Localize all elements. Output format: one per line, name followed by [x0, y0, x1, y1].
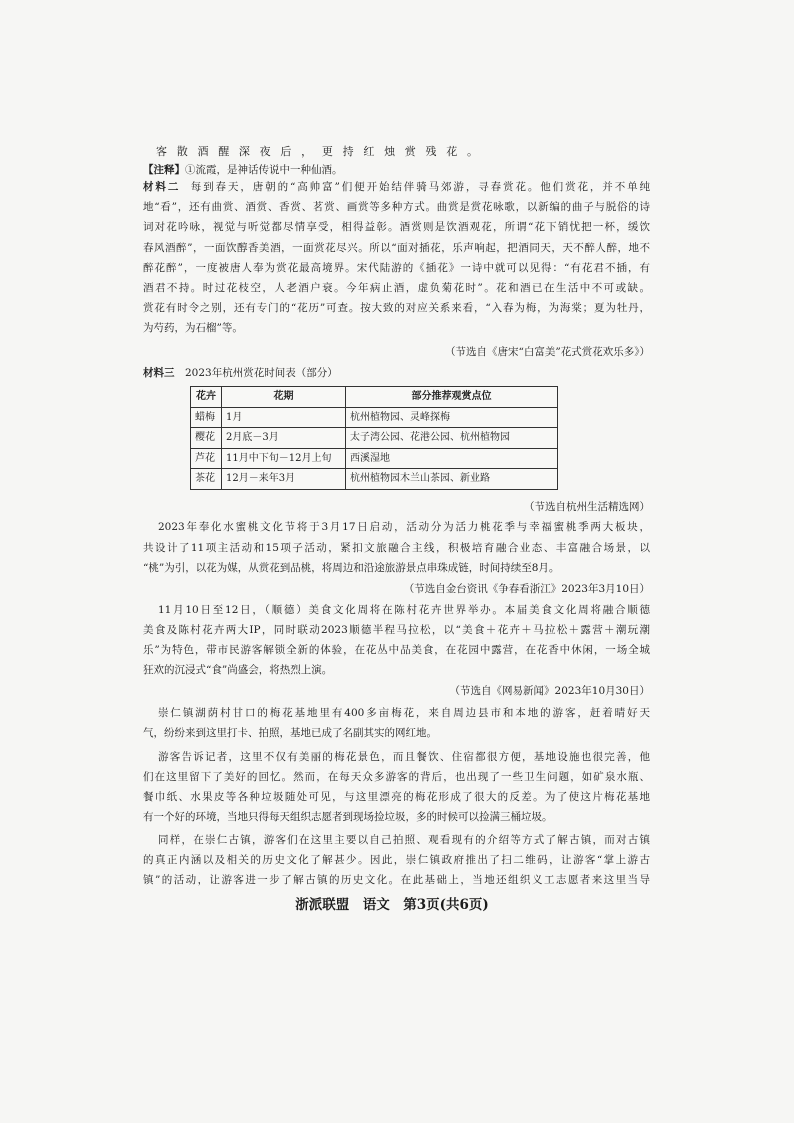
source-citation: （节选自《唐宋“白富美”花式赏花欢乐多》） — [445, 346, 650, 358]
chongren-paragraph-1 — [143, 703, 650, 743]
table-cell: 1月 — [222, 407, 346, 428]
table-cell: 樱花 — [191, 428, 222, 449]
text-line-content: 每到春天，唐朝的“高帅富”们便开始结伴骑马郊游，寻春赏花。他们赏花，并不单纯 — [190, 181, 651, 193]
flower-schedule-table — [190, 386, 558, 490]
text-line: 词对花吟咏，视觉与听觉都尽情享受，相得益彰。酒赏则是饮酒观花，所谓“花下销忧把一杯，缓饮 — [143, 221, 650, 234]
material-2-label: 材料二 — [143, 181, 181, 193]
text-line: 地“看”，还有曲赏、酒赏、香赏、茗赏、画赏等多种方式。曲赏是赏花咏歌，以新编的曲子与脱俗的诗 — [143, 201, 650, 214]
table-cell: 茶花 — [191, 469, 222, 490]
text-line: 狂欢的沉浸式“食”尚盛会，将热烈上演。 — [143, 664, 333, 676]
fenghua-paragraph — [143, 517, 650, 579]
text-line: 共设计了11项主活动和15项子活动，紧扣文旅融合主线，积极培育融合业态、丰富融合场景，以 — [143, 541, 650, 554]
chongren-paragraph-2 — [143, 747, 650, 827]
table-row — [191, 407, 558, 428]
table-cell: 西溪湿地 — [346, 448, 558, 469]
table-cell: 12月－来年3月 — [222, 469, 346, 490]
text-line: 乐”为特色，带市民游客解锁全新的体验，在花丛中品美食，在花园中露营，在花香中休闲，一场全城 — [143, 644, 650, 656]
table-title: 2023年杭州赏花时间表（部分） — [185, 367, 338, 379]
table-header-row — [191, 387, 558, 408]
text-line: 酒君不持。时过花枝空，人老酒户衰。今年病止酒，虚负菊花时”。花和酒已在生活中不可或缺。 — [143, 281, 650, 294]
text-line — [143, 177, 650, 197]
chongren-paragraph-3 — [143, 830, 650, 890]
table-cell: 杭州植物园木兰山茶园、新业路 — [346, 469, 558, 490]
poem-line: 客散酒醒深夜后，更持红烛赏残花。 — [156, 145, 478, 158]
text-line: 崇仁镇湖荫村甘口的梅花基地里有400多亩梅花，来自周边县市和本地的游客，赶着晴好天 — [158, 707, 650, 719]
table-cell: 11月中下旬－12月上旬 — [222, 448, 346, 469]
text-line: 们在这里留下了美好的回忆。然而，在每天众多游客的背后，也出现了一些卫生问题，如矿泉水瓶、 — [143, 771, 650, 783]
text-line: 赏花有时令之别，还有专门的“花历”可查。按大致的对应关系来看，“入春为梅，为海棠；夏为牡丹， — [143, 302, 650, 315]
annotation-label: 【注释】 — [143, 164, 185, 176]
source-citation: （节选自金台资讯《争春看浙江》2023年3月10日） — [403, 583, 650, 595]
table-cell: 蜡梅 — [191, 407, 222, 428]
source-citation: （节选自《网易新闻》2023年10月30日） — [449, 685, 650, 697]
text-line: 11月10日至12日，（顺德）美食文化周将在陈村花卉世界举办。本届美食文化周将融合顺德 — [158, 604, 650, 616]
page-footer: 浙派联盟 语文 第3页(共6页) — [295, 897, 489, 913]
table-header-cell: 花卉 — [191, 387, 222, 408]
table-header-cell: 部分推荐观赏点位 — [346, 387, 558, 408]
table-cell: 2月底－3月 — [222, 428, 346, 449]
table-header-cell: 花期 — [222, 387, 346, 408]
annotation-text: ①流霞，是神话传说中一种仙酒。 — [185, 164, 343, 176]
text-line: 为芍药，为石榴”等。 — [143, 322, 243, 335]
shunde-paragraph — [143, 600, 650, 680]
text-line: 的真正内涵以及相关的历史文化了解甚少。因此，崇仁镇政府推出了扫二维码，让游客“掌上游古 — [143, 854, 650, 866]
text-line: 游客告诉记者，这里不仅有美丽的梅花景色，而且餐饮、住宿都很方便，基地设施也很完善，他 — [158, 751, 650, 763]
source-citation: （节选自杭州生活精选网） — [524, 501, 650, 513]
text-line: 同样，在崇仁古镇，游客们在这里主要以自己拍照、观看现有的介绍等方式了解古镇，而对古镇 — [158, 834, 650, 846]
text-line: 有一个好的环境，当地只得每天组织志愿者到现场捡垃圾，多的时候可以捡满三桶垃圾。 — [143, 811, 553, 823]
table-row — [191, 428, 558, 449]
material-3-label: 材料三 — [143, 367, 175, 379]
text-line: 2023年奉化水蜜桃文化节将于3月17日启动，活动分为活力桃花季与幸福蜜桃季两大板块， — [158, 521, 650, 533]
text-line: 餐巾纸、水果皮等各种垃圾随处可见，与这里漂亮的梅花形成了很大的反差。为了使这片梅花基地 — [143, 791, 650, 803]
table-row — [191, 469, 558, 490]
table-cell: 杭州植物园、灵峰探梅 — [346, 407, 558, 428]
text-line: 美食及陈村花卉两大IP，同时联动2023顺德半程马拉松，以“美食＋花卉＋马拉松＋露营＋潮玩潮 — [143, 624, 650, 636]
table-row — [191, 448, 558, 469]
text-line: 气，纷纷来到这里打卡、拍照，基地已成了名副其实的网红地。 — [143, 727, 437, 739]
text-line: 醉花醉”，一度被唐人奉为赏花最高境界。宋代陆游的《插花》一诗中就可以见得：“有花君不插，有 — [143, 261, 650, 274]
material-2-block — [143, 177, 650, 339]
material-3-title — [143, 363, 338, 383]
table-cell: 太子湾公园、花港公园、杭州植物园 — [346, 428, 558, 449]
text-line: 春风酒醉”，一面饮醇香美酒，一面赏花尽兴。所以“面对插花，乐声响起，把酒同天，天不醉人醉，地不 — [143, 241, 650, 254]
text-line: 镇”的活动，让游客进一步了解古镇的历史文化。在此基础上，当地还组织义工志愿者来这里当导 — [143, 874, 650, 886]
table-cell: 芦花 — [191, 448, 222, 469]
text-line: “桃”为引，以花为媒，从赏花到品桃，将周边和沿途旅游景点串珠成链，时间持续至8月。 — [143, 562, 560, 574]
